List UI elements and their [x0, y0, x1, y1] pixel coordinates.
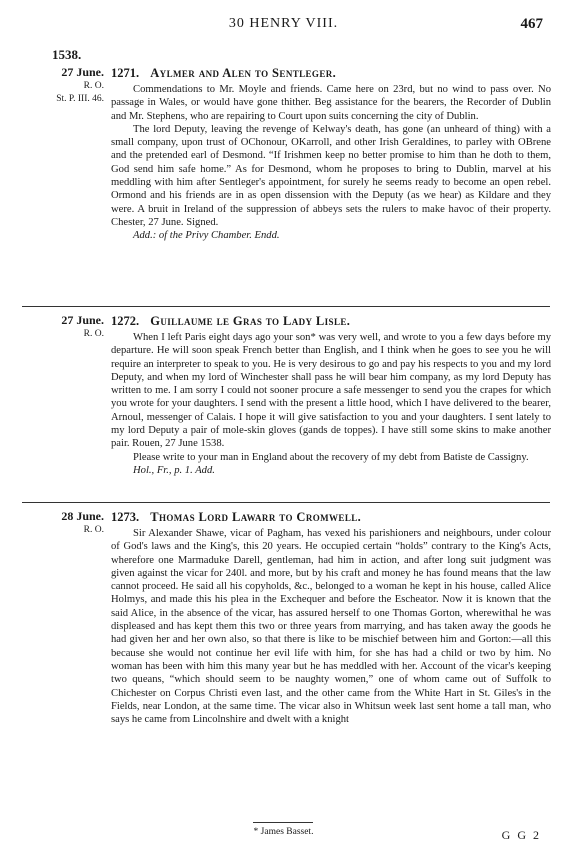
entry-1273	[22, 510, 550, 816]
entry-margin	[22, 66, 104, 106]
entry-margin	[22, 314, 104, 341]
entry-title: Guillaume le Gras to Lady Lisle.	[150, 314, 351, 328]
entry-ref: St. P. III. 46.	[56, 94, 104, 104]
entry-body	[111, 83, 551, 243]
entry-1272	[22, 314, 550, 500]
running-title: 30 HENRY VIII.	[228, 16, 339, 31]
entry-number: 1273.	[111, 510, 140, 524]
entry-ref: R. O.	[83, 329, 104, 339]
entry-paragraph: Please write to your man in England about the recovery of my debt from Batiste de Cassigny.	[133, 451, 529, 463]
entry-ref: R. O.	[83, 525, 104, 535]
entry-title: Aylmer and Alen to Sentleger.	[150, 66, 337, 80]
footnote-divider	[253, 822, 313, 823]
entry-paragraph: When I left Paris eight days ago your son* was very well, and wrote to you a few days before my departure. He will soon speak French better than English, and I think when he goes to see you he will require an interpreter to speak to you. He is very desirous to go and pay his respects to you and my lord Deputy, and when my lord of Winchester shall pass he will bear him company, as my lord Deputy has written to me. I am sorry I could not sooner procure a safe messenger to send you the crapes for which you wrote for your daughters. I send with the present a little hood, which I have delivered to the bearer, Arnoul, messenger of Calais. I hope it will give satisfaction to you and your daughters. I sent lately to my lord Deputy a pair of mole-skin gloves (gands de toppes). I have still some skins to make another pair. Rouen, 27 June 1538.	[111, 332, 551, 450]
entry-paragraph: Sir Alexander Shawe, vicar of Pagham, has vexed his parishioners and neighbours, under colour of God's laws and the King's, this 20 years. He occupied certain “holds” contrary to the King's Acts, wherefore one Marmaduke Darell, gentleman, had him in action, and after long suit judgment was given against the vicar for 240l. and more, but by his craft and money he has found means that the law cannot proceed. He said all his copyholds, &c., belonged to a woman he kept in his house, called Alice Holmys, and made this his plea in the Exchequer and before the Escheator. Now it is known that the said Alice, in the absence of the vicar, has assured herself to one Thomas Gorton, wherewithal he was displeased and has kept them this two or three years from marrying, and has taken away the goods he had given her and her own also, so that there is like to be mischief between him and Gorton:—all this because she would not continue her evil life with him, for she has had a child or two by him. No woman has been with him this many year but he has meddled with her. Account of the vicar's keeping two queans, “which should seem to be naughty women,” one of whom came out of Suffolk to Chichester on Corpus Christi even last, and the other came from the White Hart in St. Giles's in the Fields, near London, at the same time. The vicar also in Whitsun week last sent home a tall man, who says he came from Lincolnshire and dwelt with a knight	[111, 528, 551, 726]
entry-heading	[111, 510, 361, 525]
entry-heading	[111, 66, 336, 81]
entry-date: 27 June.	[61, 313, 104, 327]
entry-paragraph: The lord Deputy, leaving the revenge of Kelway's death, has gone (an unheard of thing) with a small company, upon trust of OChonour, OKarroll, and other Irish Geraldines, to parley with OBrene and the pretended earl of Desmond. “If Irishmen keep no better promise to him than he doth to them, God send him safe home.” As for Desmond, whom he proposes to bring to Dublin, marvel at his meddling with him after Sentleger's appointment, for surely he seems ready to become an open rebel. Ormond and his friends are in as open dissension with the Deputy (as we hear) as Kildare and they were. A bruit in Ireland of the suppression of abbeys sets the rulers to make havoc of their property. Chester, 27 June. Signed.	[111, 123, 551, 228]
footnote: * James Basset.	[253, 827, 314, 837]
entry-number: 1272.	[111, 314, 140, 328]
entry-body	[111, 331, 551, 477]
entry-date: 27 June.	[61, 65, 104, 79]
entry-endnote: Add.: of the Privy Chamber. Endd.	[133, 230, 280, 242]
running-header	[0, 16, 567, 34]
entry-divider	[22, 306, 550, 307]
year-label: 1538.	[52, 47, 82, 62]
entry-number: 1271.	[111, 66, 140, 80]
entry-ref: R. O.	[83, 81, 104, 91]
entry-divider	[22, 502, 550, 503]
entry-body	[111, 527, 551, 726]
entry-title: Thomas Lord Lawarr to Cromwell.	[150, 510, 362, 524]
page-number: 467	[520, 16, 543, 32]
entry-paragraph: Commendations to Mr. Moyle and friends. Came here on 23rd, but no wind to pass over. No passage in Wales, or would have gone thither. Beg assistance for the bearers, the Recorder of Dublin and Mr. Stephens, who are repairing to Court upon suits concerning the city of Dublin.	[111, 84, 551, 122]
signature-mark: G G 2	[501, 828, 541, 842]
entry-endnote: Hol., Fr., p. 1. Add.	[133, 464, 215, 476]
entry-date: 28 June.	[61, 509, 104, 523]
entry-margin	[22, 510, 104, 537]
entry-heading	[111, 314, 350, 329]
entry-1271	[22, 66, 550, 304]
